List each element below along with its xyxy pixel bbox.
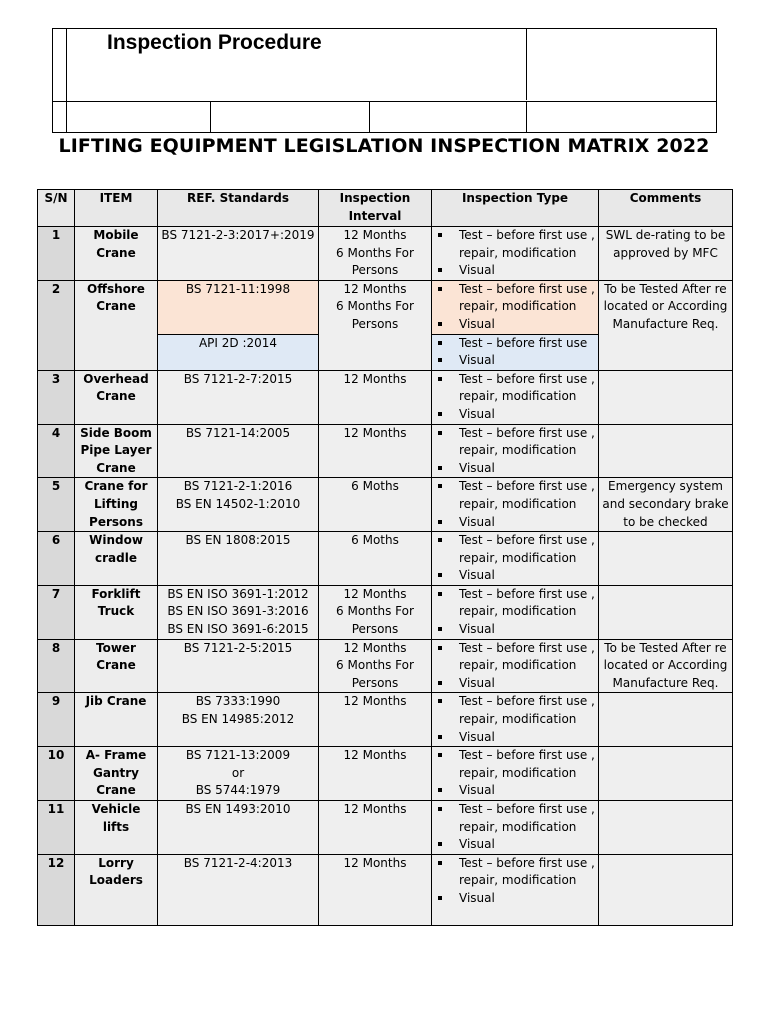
inspection-type-item: Visual <box>435 316 595 334</box>
cell-line: Vehicle lifts <box>91 802 141 834</box>
cell-line: located or According <box>603 658 728 673</box>
header-divider <box>526 101 527 132</box>
ref-standard <box>158 424 319 478</box>
cell-line: Crane <box>96 299 136 314</box>
table-row <box>38 639 733 693</box>
cell-line: To be Tested After re <box>604 281 727 296</box>
comments <box>599 532 733 586</box>
cell-line: BS EN 1493:2010 <box>185 802 291 816</box>
inspection-interval <box>319 424 432 478</box>
ref-standard <box>158 478 319 532</box>
inspection-type-item: Visual <box>435 514 595 532</box>
inspection-type <box>432 693 599 747</box>
inspection-type-continuation: repair, modification <box>459 765 577 780</box>
inspection-type-item: Test – before first use , <box>435 640 595 658</box>
comments <box>599 854 733 925</box>
cell-line: Persons <box>351 263 399 278</box>
cell-line: Mobile <box>93 228 139 242</box>
cell-line: Lifting <box>94 496 138 511</box>
cell-line: 12 Months <box>343 640 407 655</box>
cell-line: BS 7121-2-4:2013 <box>183 855 293 870</box>
cell-line: BS 5744:1979 <box>195 783 281 798</box>
table-row <box>38 280 733 334</box>
cell-line: 6 Months For <box>336 299 414 314</box>
cell-line: BS EN ISO 3691-6:2015 <box>167 622 309 637</box>
cell-line: BS 7121-2-1:2016 <box>183 479 293 494</box>
column-header: ITEM <box>75 190 158 227</box>
cell-line: 12 Months <box>343 586 407 601</box>
item-name <box>75 854 158 925</box>
table-row <box>38 532 733 586</box>
inspection-type <box>432 747 599 801</box>
cell-line: approved by MFC <box>613 245 718 260</box>
inspection-type <box>432 334 599 370</box>
comments <box>599 747 733 801</box>
inspection-type-item: Visual <box>435 621 595 639</box>
comments <box>599 585 733 639</box>
inspection-interval <box>319 693 432 747</box>
cell-line: Pipe Layer <box>80 443 152 458</box>
comments <box>599 227 733 281</box>
item-name <box>75 532 158 586</box>
ref-standard: BS 7121-11:1998 <box>158 280 319 334</box>
inspection-type-item: Visual <box>435 782 595 800</box>
row-number: 1 <box>38 227 75 281</box>
cell-line: located or According <box>603 299 728 314</box>
cell-line: Persons <box>89 514 143 529</box>
header-divider <box>66 29 67 132</box>
cell-line: Manufacture Req. <box>612 316 719 331</box>
ref-standard <box>158 801 319 855</box>
inspection-interval <box>319 585 432 639</box>
cell-line: to be checked <box>623 514 708 529</box>
inspection-type-item: Visual <box>435 406 595 424</box>
cell-line: 12 Months <box>343 228 407 242</box>
inspection-interval <box>319 478 432 532</box>
inspection-type-continuation: repair, modification <box>459 658 577 673</box>
ref-standard: API 2D :2014 <box>158 334 319 370</box>
inspection-type-item: Test – before first use , <box>435 855 595 873</box>
header-divider <box>369 101 370 132</box>
row-number: 3 <box>38 370 75 424</box>
inspection-type <box>432 532 599 586</box>
comments <box>599 693 733 747</box>
inspection-type <box>432 854 599 925</box>
inspection-type-continuation: repair, modification <box>459 604 577 619</box>
header-divider <box>526 29 527 100</box>
cell-line: 12 Months <box>343 371 407 386</box>
item-name <box>75 280 158 370</box>
inspection-type <box>432 227 599 281</box>
inspection-type-continuation: repair, modification <box>459 443 577 458</box>
cell-line: Loaders <box>89 873 143 888</box>
cell-line: Crane <box>96 389 136 404</box>
cell-line: BS EN 1808:2015 <box>185 533 291 548</box>
cell-line: Crane <box>96 245 136 260</box>
table-row <box>38 424 733 478</box>
comments <box>599 478 733 532</box>
cell-line: Manufacture Req. <box>612 675 719 690</box>
cell-line: A- Frame <box>85 748 147 763</box>
column-header: Comments <box>599 190 733 227</box>
item-name <box>75 370 158 424</box>
inspection-interval <box>319 370 432 424</box>
cell-line: BS EN 14985:2012 <box>181 712 295 727</box>
cell-line: Persons <box>351 622 399 637</box>
item-name <box>75 424 158 478</box>
table-row <box>38 585 733 639</box>
cell-line: 12 Months <box>343 694 407 709</box>
cell-line: Persons <box>351 316 399 331</box>
table-row <box>38 693 733 747</box>
column-header: REF. Standards <box>158 190 319 227</box>
item-name <box>75 227 158 281</box>
cell-line: BS 7121-2-3:2017+:2019 <box>161 228 315 242</box>
inspection-interval <box>319 227 432 281</box>
inspection-type-item: Test – before first use , <box>435 281 595 299</box>
cell-line: or <box>231 765 245 780</box>
comments <box>599 639 733 693</box>
inspection-interval <box>319 639 432 693</box>
inspection-type-item: Visual <box>435 675 595 693</box>
cell-line: Crane for <box>84 479 148 494</box>
item-name <box>75 478 158 532</box>
cell-line: Overhead <box>83 371 149 386</box>
row-number: 7 <box>38 585 75 639</box>
cell-line: 12 Months <box>343 748 407 763</box>
ref-standard <box>158 639 319 693</box>
inspection-interval <box>319 532 432 586</box>
cell-line: 6 Months For <box>336 658 414 673</box>
row-number: 12 <box>38 854 75 925</box>
cell-line: 6 Months For <box>336 245 414 260</box>
column-header: Inspection Type <box>432 190 599 227</box>
cell-line: 12 Months <box>343 802 407 816</box>
cell-line: BS 7121-2-5:2015 <box>183 640 293 655</box>
item-name <box>75 585 158 639</box>
ref-standard <box>158 227 319 281</box>
column-header: Inspection Interval <box>319 190 432 227</box>
inspection-type <box>432 424 599 478</box>
cell-line: Window <box>89 533 143 548</box>
inspection-type-item: Test – before first use , <box>435 693 595 711</box>
cell-line: 12 Months <box>343 425 407 440</box>
table-row <box>38 227 733 281</box>
procedure-title: Inspection Procedure <box>107 31 322 54</box>
cell-line: 6 Months For <box>336 604 414 619</box>
cell-line: BS 7121-14:2005 <box>185 425 291 440</box>
inspection-type-item: Test – before first use , <box>435 586 595 604</box>
row-number: 9 <box>38 693 75 747</box>
comments <box>599 424 733 478</box>
cell-line: Gantry <box>93 765 139 780</box>
row-number: 5 <box>38 478 75 532</box>
row-number: 2 <box>38 280 75 370</box>
cell-line: cradle <box>95 550 137 565</box>
ref-standard <box>158 532 319 586</box>
cell-line: To be Tested After re <box>604 640 727 655</box>
row-number: 4 <box>38 424 75 478</box>
inspection-type-continuation: repair, modification <box>459 712 577 727</box>
cell-line: Jib Crane <box>85 694 147 709</box>
inspection-type <box>432 280 599 334</box>
item-name <box>75 639 158 693</box>
inspection-type-continuation: repair, modification <box>459 819 577 834</box>
inspection-interval <box>319 854 432 925</box>
cell-line: BS EN 14502-1:2010 <box>175 496 301 511</box>
cell-line: 12 Months <box>343 855 407 870</box>
inspection-type <box>432 585 599 639</box>
cell-line: Side Boom <box>80 425 152 440</box>
ref-standard <box>158 370 319 424</box>
inspection-type-continuation: repair, modification <box>459 496 577 511</box>
cell-line: BS EN ISO 3691-3:2016 <box>167 604 309 619</box>
inspection-interval <box>319 801 432 855</box>
cell-line: BS 7121-13:2009 <box>185 748 291 763</box>
row-number: 8 <box>38 639 75 693</box>
inspection-type-item: Test – before first use , <box>435 532 595 550</box>
cell-line: Offshore <box>87 281 145 296</box>
cell-line: BS 7121-2-7:2015 <box>183 371 293 386</box>
inspection-type <box>432 801 599 855</box>
item-name <box>75 747 158 801</box>
comments <box>599 280 733 370</box>
inspection-type-item: Test – before first use <box>435 335 595 353</box>
cell-line: Lorry <box>98 855 134 870</box>
cell-line: Persons <box>351 675 399 690</box>
table-row <box>38 747 733 801</box>
row-number: 10 <box>38 747 75 801</box>
inspection-type-item: Visual <box>435 890 595 908</box>
cell-line: Forklift <box>91 586 141 601</box>
cell-line: Crane <box>96 658 136 673</box>
inspection-type <box>432 478 599 532</box>
inspection-type-continuation: repair, modification <box>459 245 577 260</box>
comments <box>599 801 733 855</box>
inspection-type-continuation: repair, modification <box>459 873 577 888</box>
comments <box>599 370 733 424</box>
inspection-type-item: Visual <box>435 836 595 854</box>
inspection-matrix-table <box>37 189 733 926</box>
ref-standard <box>158 854 319 925</box>
item-name <box>75 801 158 855</box>
row-number: 11 <box>38 801 75 855</box>
inspection-type <box>432 639 599 693</box>
inspection-type-continuation: repair, modification <box>459 299 577 314</box>
inspection-type-item: Visual <box>435 460 595 478</box>
cell-line: Crane <box>96 460 136 475</box>
inspection-type-item: Test – before first use , <box>435 425 595 443</box>
inspection-interval <box>319 280 432 370</box>
inspection-type-item: Visual <box>435 262 595 280</box>
column-header: S/N <box>38 190 75 227</box>
inspection-type-item: Visual <box>435 729 595 747</box>
cell-line: BS 7333:1990 <box>195 694 281 709</box>
inspection-type-item: Visual <box>435 352 595 370</box>
header-divider <box>53 101 716 102</box>
inspection-type-item: Test – before first use , <box>435 747 595 765</box>
inspection-type-item: Test – before first use , <box>435 371 595 389</box>
matrix-title: LIFTING EQUIPMENT LEGISLATION INSPECTION MATRIX 2022 <box>58 135 710 157</box>
row-number: 6 <box>38 532 75 586</box>
cell-line: BS EN ISO 3691-1:2012 <box>167 586 309 601</box>
cell-line: and secondary brake <box>602 496 729 511</box>
inspection-interval <box>319 747 432 801</box>
cell-line: Emergency system <box>608 479 723 494</box>
cell-line: Tower <box>96 640 136 655</box>
cell-line: Truck <box>97 604 135 619</box>
inspection-type-continuation: repair, modification <box>459 389 577 404</box>
inspection-type <box>432 370 599 424</box>
cell-line: 6 Moths <box>351 533 399 548</box>
ref-standard <box>158 585 319 639</box>
procedure-header-box <box>52 28 717 133</box>
table-header-row <box>38 190 733 227</box>
inspection-type-item: Test – before first use , <box>435 801 595 819</box>
cell-line: 6 Moths <box>351 479 399 494</box>
ref-standard <box>158 693 319 747</box>
inspection-type-item: Test – before first use , <box>435 227 595 245</box>
header-divider <box>210 101 211 132</box>
table-row <box>38 854 733 925</box>
table-row <box>38 478 733 532</box>
cell-line: SWL de-rating to be <box>605 228 726 242</box>
item-name <box>75 693 158 747</box>
cell-line: 12 Months <box>343 281 407 296</box>
table-row <box>38 370 733 424</box>
inspection-type-item: Test – before first use , <box>435 478 595 496</box>
inspection-type-item: Visual <box>435 567 595 585</box>
cell-line: Crane <box>96 783 136 798</box>
table-row <box>38 801 733 855</box>
ref-standard <box>158 747 319 801</box>
inspection-type-continuation: repair, modification <box>459 550 577 565</box>
